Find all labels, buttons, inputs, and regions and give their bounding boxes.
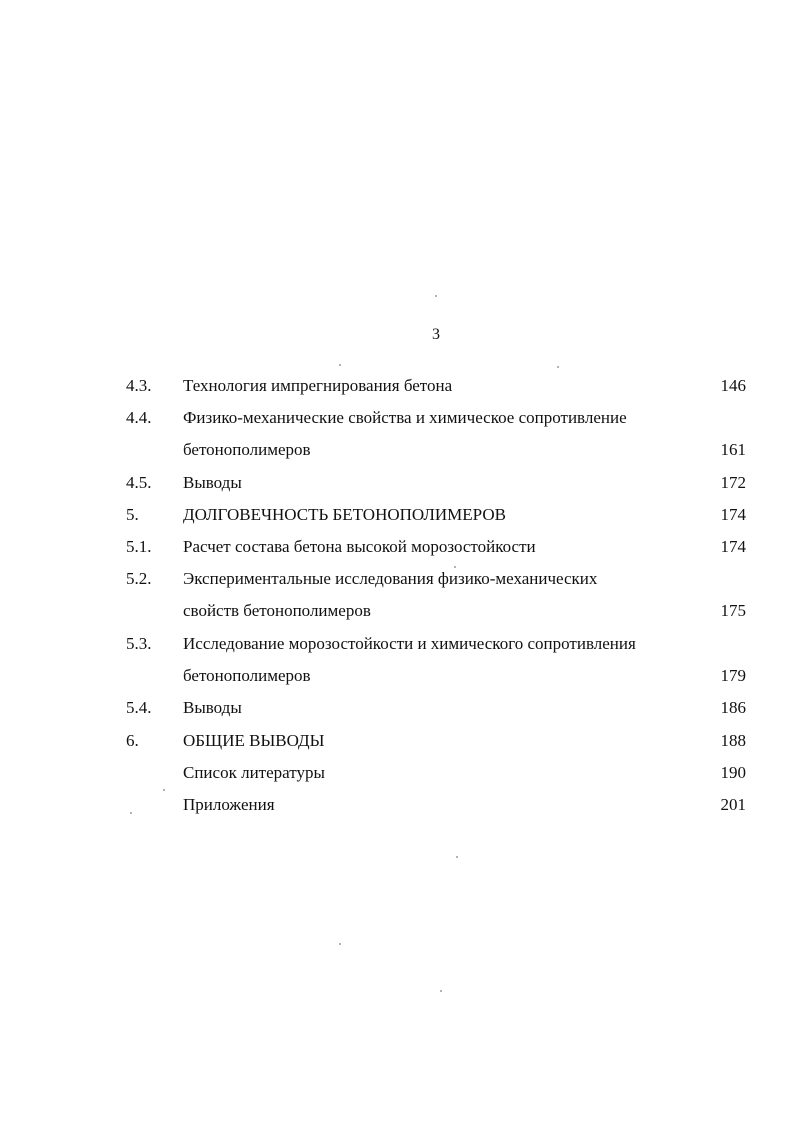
toc-number: 4.4. bbox=[126, 408, 152, 427]
toc-title: Выводы bbox=[183, 698, 242, 717]
toc-title: бетонополимеров bbox=[183, 666, 311, 685]
toc-number: 5.2. bbox=[126, 569, 152, 588]
toc-title: бетонополимеров bbox=[183, 440, 311, 459]
scan-speck bbox=[163, 789, 165, 791]
toc-title: ОБЩИЕ ВЫВОДЫ bbox=[183, 731, 325, 750]
toc-number: 5.3. bbox=[126, 634, 152, 653]
toc-page: 146 bbox=[720, 376, 746, 395]
toc-row bbox=[0, 563, 793, 595]
toc-title: Экспериментальные исследования физико-механических bbox=[183, 569, 598, 588]
toc-title: Физико-механические свойства и химическое сопротивление bbox=[183, 408, 627, 427]
scan-speck bbox=[339, 943, 341, 945]
scan-speck bbox=[454, 566, 456, 568]
toc-title: Исследование морозостойкости и химического сопротивления bbox=[183, 634, 636, 653]
toc-row bbox=[0, 531, 793, 563]
toc-page: 190 bbox=[720, 763, 746, 782]
toc-row bbox=[0, 757, 793, 789]
toc-title: Приложения bbox=[183, 795, 275, 814]
toc-title: ДОЛГОВЕЧНОСТЬ БЕТОНОПОЛИМЕРОВ bbox=[183, 505, 506, 524]
scan-speck bbox=[130, 812, 132, 814]
scan-speck bbox=[557, 366, 559, 368]
toc-row bbox=[0, 725, 793, 757]
toc-page: 174 bbox=[720, 505, 746, 524]
toc-page: 186 bbox=[720, 698, 746, 717]
toc-page: 188 bbox=[720, 731, 746, 750]
toc-title: свойств бетонополимеров bbox=[183, 601, 371, 620]
toc-row bbox=[0, 402, 793, 434]
toc-row bbox=[0, 660, 793, 692]
toc-row bbox=[0, 434, 793, 466]
toc-number: 5. bbox=[126, 505, 139, 524]
toc-page: 175 bbox=[720, 601, 746, 620]
toc-number: 5.1. bbox=[126, 537, 152, 556]
toc-title: Технология импрегнирования бетона bbox=[183, 376, 453, 395]
page-number: 3 bbox=[432, 326, 440, 343]
toc-page: 161 bbox=[720, 440, 746, 459]
toc-row bbox=[0, 499, 793, 531]
toc-row bbox=[0, 595, 793, 627]
scan-speck bbox=[339, 364, 341, 366]
toc-row bbox=[0, 789, 793, 821]
scan-speck bbox=[435, 295, 437, 297]
toc-page: 179 bbox=[720, 666, 746, 685]
toc-row bbox=[0, 370, 793, 402]
toc-number: 5.4. bbox=[126, 698, 152, 717]
toc-page: 201 bbox=[720, 795, 746, 814]
toc-title: Список литературы bbox=[183, 763, 325, 782]
scan-speck bbox=[456, 856, 458, 858]
toc-title: Выводы bbox=[183, 473, 242, 492]
scan-speck bbox=[440, 990, 442, 992]
toc-page: 174 bbox=[720, 537, 746, 556]
toc-row bbox=[0, 628, 793, 660]
toc-page: 172 bbox=[720, 473, 746, 492]
toc-row bbox=[0, 692, 793, 724]
toc-title: Расчет состава бетона высокой морозостойкости bbox=[183, 537, 536, 556]
toc-number: 4.3. bbox=[126, 376, 152, 395]
toc-number: 6. bbox=[126, 731, 139, 750]
toc-number: 4.5. bbox=[126, 473, 152, 492]
toc-row bbox=[0, 467, 793, 499]
